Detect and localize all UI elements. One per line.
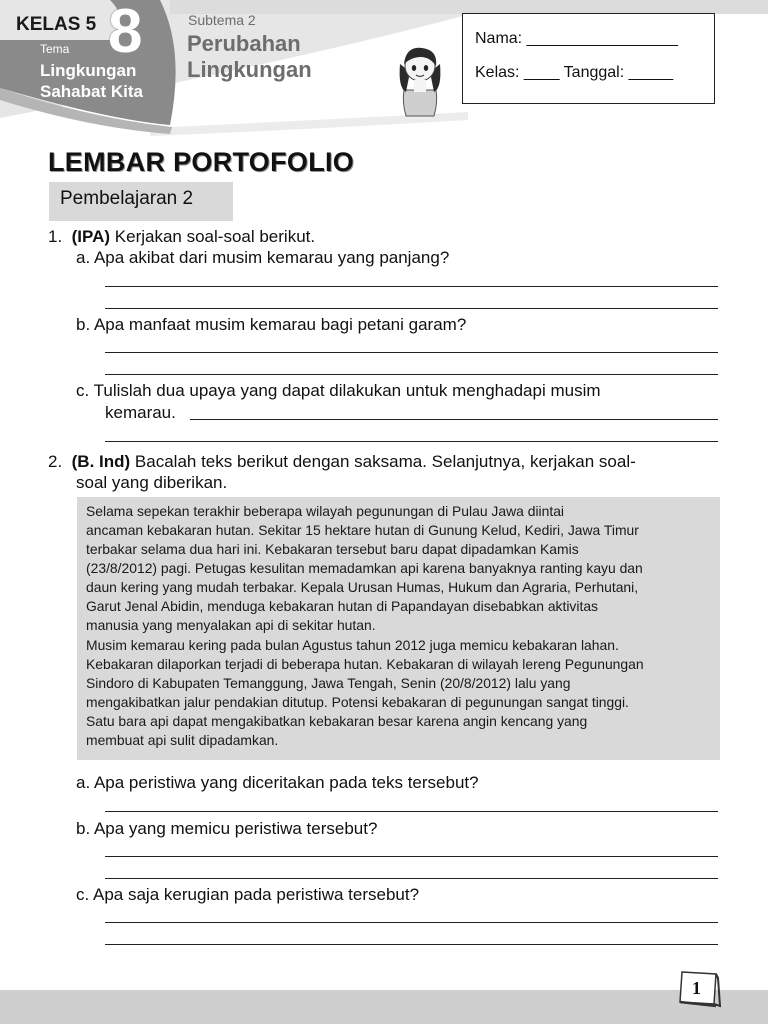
passage-line: membuat api sulit dipadamkan. (86, 732, 279, 748)
kelas-number: 8 (108, 0, 143, 66)
kelas-label: KELAS 5 (16, 14, 97, 35)
passage-line: daun kering yang mudah terbakar. Kepala Urusan Humas, Hukum dan Agraria, Perhutani, (86, 579, 639, 595)
question-2-heading (48, 452, 636, 472)
passage-line: (23/8/2012) pagi. Petugas kesulitan memadamkan api karena banyaknya ranting kayu dan (86, 560, 643, 576)
question-2-instruction-line-1: Bacalah teks berikut dengan saksama. Selanjutnya, kerjakan soal- (134, 452, 636, 471)
page-number: 1 (692, 978, 701, 998)
answer-line[interactable] (105, 374, 718, 375)
subtema-title (187, 31, 312, 83)
answer-line[interactable] (105, 308, 718, 309)
question-1c-line-1: c. Tulislah dua upaya yang dapat dilakukan untuk menghadapi musim (76, 381, 601, 400)
passage-line: Selama sepekan terakhir beberapa wilayah pegunungan di Pulau Jawa diintai (86, 503, 565, 519)
question-2c: c. Apa saja kerugian pada peristiwa tersebut? (76, 885, 420, 904)
student-id-box (462, 13, 715, 104)
subtema-title-line-1: Perubahan (187, 31, 301, 56)
passage-line: ancaman kebakaran hutan. Sekitar 15 hektare hutan di Gunung Kelud, Kediri, Jawa Timur (86, 522, 639, 538)
question-1-subject: (IPA) (71, 227, 111, 246)
question-2-subject: (B. Ind) (71, 452, 131, 471)
question-1-heading (48, 227, 315, 247)
tema-label: Tema (40, 42, 70, 56)
lesson-badge (49, 182, 233, 221)
answer-line[interactable] (105, 922, 718, 923)
passage-line: Satu bara api dapat mengakibatkan kebakaran besar karena angin kencang yang (86, 713, 588, 729)
question-1c-line-2: kemarau. (105, 403, 176, 422)
answer-line[interactable] (105, 441, 718, 442)
reading-passage (77, 497, 720, 760)
passage-line: Kebakaran dilaporkan terjadi di beberapa hutan. Kebakaran di wilayah lereng Pegunungan (86, 656, 644, 672)
answer-line[interactable] (190, 419, 718, 420)
answer-line[interactable] (105, 352, 718, 353)
question-2a: a. Apa peristiwa yang diceritakan pada teks tersebut? (76, 773, 479, 792)
passage-line: Sindoro di Kabupaten Temanggung, Jawa Tengah, Senin (20/8/2012) lalu yang (86, 675, 571, 691)
passage-line: Garut Jenal Abidin, menduga kebakaran hutan di Papandayan disebabkan aktivitas (86, 598, 598, 614)
passage-line: Musim kemarau kering pada bulan Agustus tahun 2012 juga memicu kebakaran lahan. (86, 637, 619, 653)
question-2b: b. Apa yang memicu peristiwa tersebut? (76, 819, 378, 838)
subtema-label: Subtema 2 (188, 12, 256, 28)
subtema-title-line-2: Lingkungan (187, 57, 312, 82)
passage-line: terbakar selama dua hari ini. Kebakaran tersebut baru dapat dipadamkan Kamis (86, 541, 579, 557)
girl-student-icon (392, 42, 448, 118)
lesson-label: Pembelajaran 2 (60, 188, 194, 209)
answer-line[interactable] (105, 286, 718, 287)
answer-line[interactable] (105, 944, 718, 945)
kelas-tanggal-field[interactable]: Kelas: ____ Tanggal: _____ (475, 64, 674, 81)
page-title: LEMBAR PORTOFOLIO (48, 147, 355, 177)
passage-line: mengakibatkan jalur pendakian ditutup. Potensi kebakaran di pegunungan sangat tinggi. (86, 694, 629, 710)
question-1a: a. Apa akibat dari musim kemarau yang panjang? (76, 248, 450, 267)
question-2-number: 2. (48, 452, 63, 471)
passage-line: manusia yang menyalakan api di sekitar hutan. (86, 617, 376, 633)
question-1-instruction: Kerjakan soal-soal berikut. (114, 227, 316, 246)
tema-title-line-1: Lingkungan (40, 61, 137, 80)
answer-line[interactable] (105, 856, 718, 857)
footer-band (0, 990, 768, 1024)
answer-line[interactable] (105, 878, 718, 879)
answer-line[interactable] (105, 811, 718, 812)
question-2-instruction-line-2: soal yang diberikan. (76, 473, 228, 492)
question-1b: b. Apa manfaat musim kemarau bagi petani garam? (76, 315, 467, 334)
question-1-number: 1. (48, 227, 63, 246)
nama-field[interactable]: Nama: _________________ (475, 30, 678, 47)
tema-title-line-2: Sahabat Kita (40, 82, 143, 101)
tema-title (40, 60, 143, 102)
